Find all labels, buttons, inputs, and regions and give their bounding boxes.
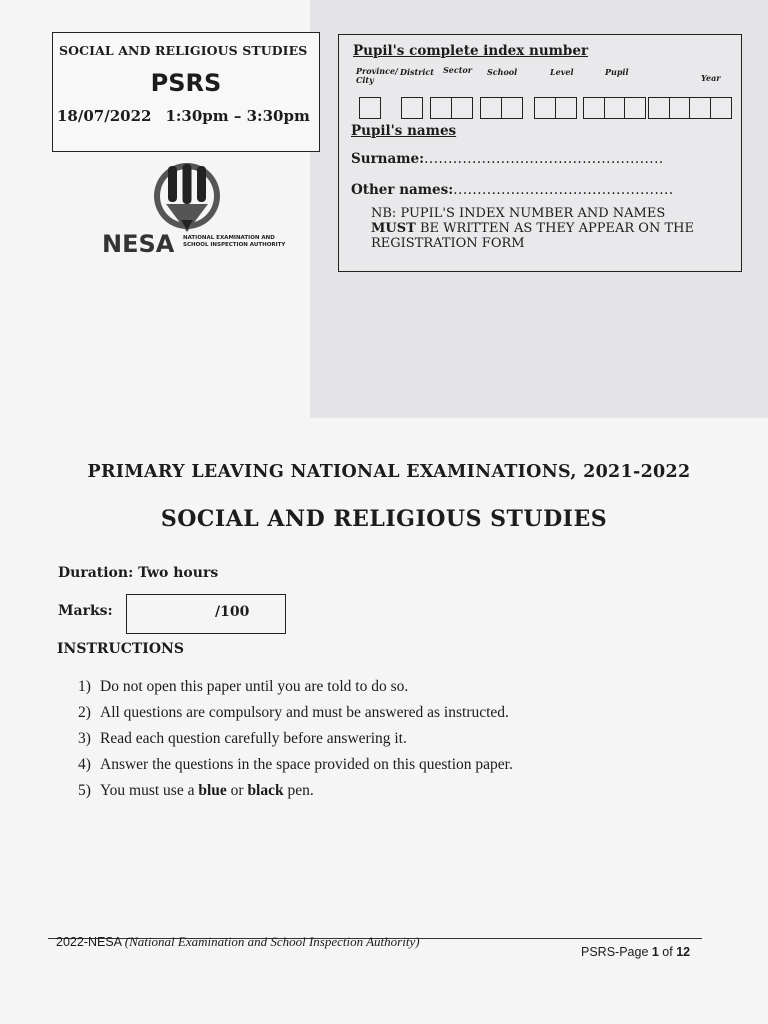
candidate-details-box <box>338 34 742 272</box>
other-names-dotted-line: .............................................. <box>453 182 674 198</box>
pupil-boxes <box>583 97 645 119</box>
instruction-text: Answer the questions in the space provided on this question paper. <box>100 756 513 773</box>
field-label-province: Province/ City <box>356 66 398 85</box>
exam-title: PRIMARY LEAVING NATIONAL EXAMINATIONS, 2021-2022 <box>87 462 691 482</box>
subject-label: SOCIAL AND RELIGIOUS STUDIES <box>59 43 308 58</box>
field-label-school: School <box>487 67 518 77</box>
marks-label: Marks: <box>58 603 113 619</box>
school-boxes <box>480 97 521 119</box>
footer-org-name: (National Examination and School Inspection Authority) <box>124 934 420 949</box>
field-label-district: District <box>400 67 434 77</box>
instruction-number: 2) <box>78 704 91 721</box>
instruction-item <box>78 704 513 730</box>
instruction-text-part: or <box>226 782 248 799</box>
nesa-emblem-icon <box>150 160 224 238</box>
pen-color-blue: blue <box>198 782 227 799</box>
instruction-text: Do not open this paper until you are told to do so. <box>100 678 409 695</box>
district-boxes <box>401 97 422 119</box>
instruction-number: 5) <box>78 782 91 799</box>
field-label-year: Year <box>701 73 721 83</box>
instruction-text: Read each question carefully before answering it. <box>100 730 407 747</box>
other-names-label: Other names: <box>351 182 454 198</box>
instruction-item <box>78 678 513 704</box>
other-names-field[interactable] <box>351 182 674 198</box>
registration-note <box>371 206 739 251</box>
nesa-logo <box>100 160 290 260</box>
instruction-item <box>78 756 513 782</box>
sector-boxes <box>430 97 471 119</box>
duration-text: Duration: Two hours <box>58 565 219 581</box>
index-digit-box[interactable] <box>689 97 711 119</box>
instruction-text-part: You must use a <box>100 782 199 799</box>
instructions-list <box>78 678 513 808</box>
index-digit-box[interactable] <box>501 97 523 119</box>
index-digit-box[interactable] <box>583 97 605 119</box>
field-label-pupil: Pupil <box>605 67 629 77</box>
instruction-number: 3) <box>78 730 91 747</box>
exam-date-time <box>57 107 310 125</box>
index-digit-box[interactable] <box>451 97 473 119</box>
pupil-names-heading: Pupil's names <box>351 123 457 139</box>
field-label-level: Level <box>550 67 574 77</box>
instruction-item <box>78 730 513 756</box>
instruction-number: 1) <box>78 678 91 695</box>
index-digit-box[interactable] <box>604 97 626 119</box>
page-number <box>581 945 690 959</box>
instruction-text <box>100 782 314 808</box>
instructions-heading: INSTRUCTIONS <box>57 641 184 657</box>
marks-total: /100 <box>215 604 250 620</box>
index-digit-box[interactable] <box>401 97 423 119</box>
paper-header-box <box>52 32 320 152</box>
surname-field[interactable] <box>351 151 664 167</box>
paper-code: PSRS <box>150 69 222 97</box>
surname-dotted-line: .................................................. <box>424 151 664 167</box>
index-digit-box[interactable] <box>430 97 452 119</box>
instruction-item <box>78 782 513 808</box>
note-must: MUST <box>371 221 416 236</box>
marks-box[interactable] <box>126 594 286 634</box>
year-boxes <box>648 97 730 119</box>
level-boxes <box>534 97 575 119</box>
pen-color-black: black <box>247 782 284 799</box>
instruction-number: 4) <box>78 756 91 773</box>
footer-org-code: 2022-NESA <box>56 935 125 949</box>
subject-title: SOCIAL AND RELIGIOUS STUDIES <box>160 506 608 532</box>
surname-label: Surname: <box>351 151 425 167</box>
note-prefix: NB: PUPIL'S INDEX NUMBER AND NAMES <box>371 206 666 221</box>
page-prefix: PSRS-Page <box>581 945 652 959</box>
logo-acronym: NESA <box>102 230 175 258</box>
footer-org <box>56 934 420 950</box>
exam-date: 18/07/2022 <box>57 107 152 125</box>
exam-time: 1:30pm – 3:30pm <box>165 107 310 125</box>
index-digit-box[interactable] <box>534 97 556 119</box>
total-pages: 12 <box>676 945 691 959</box>
province-boxes <box>359 97 380 119</box>
index-digit-box[interactable] <box>480 97 502 119</box>
page-of: of <box>658 945 677 959</box>
index-digit-box[interactable] <box>669 97 691 119</box>
index-digit-box[interactable] <box>648 97 670 119</box>
instruction-text-part: pen. <box>283 782 314 799</box>
instruction-text: All questions are compulsory and must be answered as instructed. <box>100 704 509 721</box>
index-digit-box[interactable] <box>710 97 732 119</box>
index-digit-box[interactable] <box>359 97 381 119</box>
field-label-sector: Sector <box>443 65 472 75</box>
index-digit-box[interactable] <box>624 97 646 119</box>
index-digit-box[interactable] <box>555 97 577 119</box>
note-rest: BE WRITTEN AS THEY APPEAR ON THE REGISTRATION FORM <box>371 221 694 251</box>
index-number-heading: Pupil's complete index number <box>353 43 589 59</box>
current-page: 1 <box>651 945 659 959</box>
logo-full-name: NATIONAL EXAMINATION AND SCHOOL INSPECTION AUTHORITY <box>183 235 286 248</box>
